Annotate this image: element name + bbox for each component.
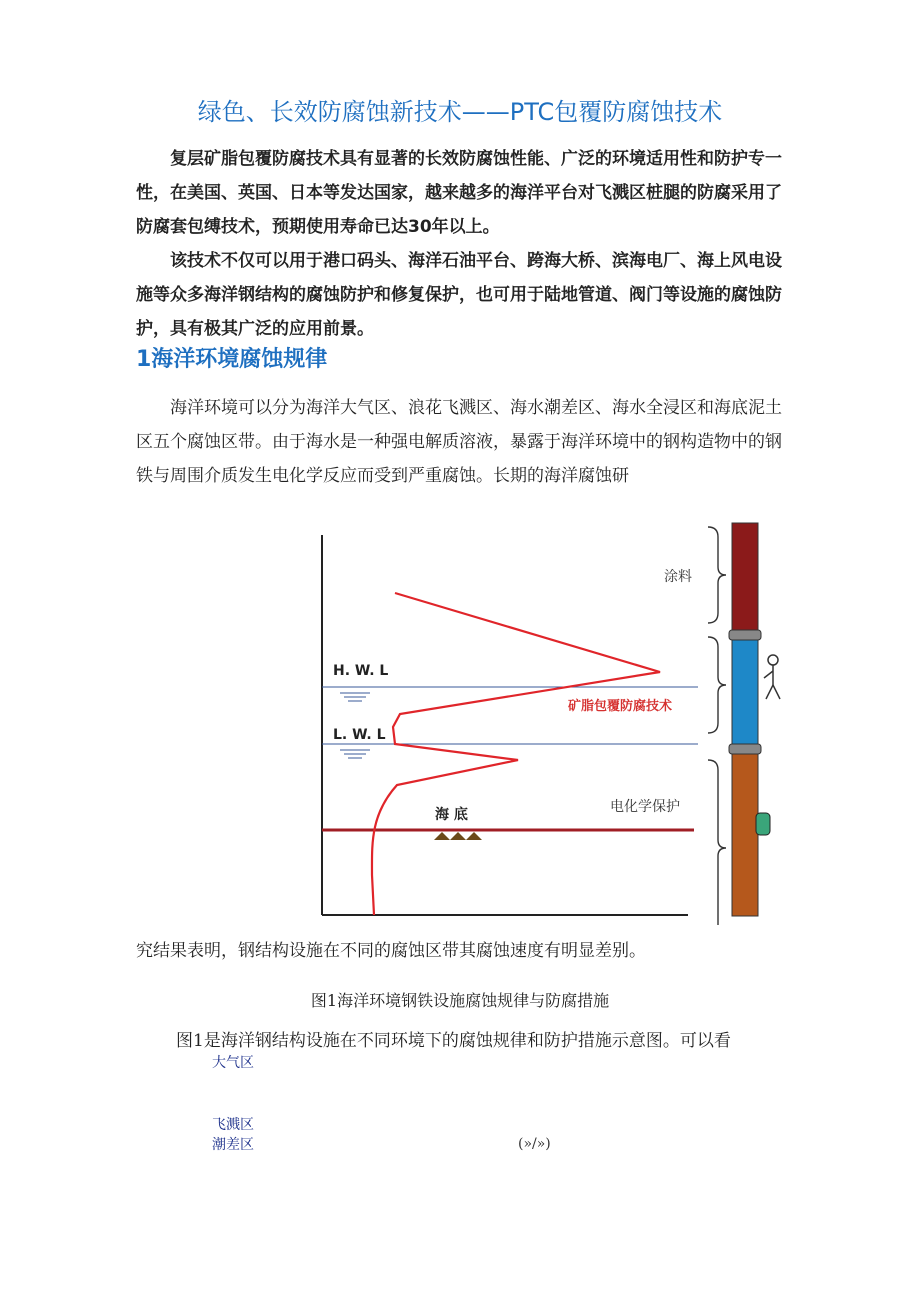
lwl-label: L. W. L (333, 727, 386, 743)
hwl-label: H. W. L (333, 663, 389, 679)
document-title: 绿色、长效防腐蚀新技术——PTC包覆防腐蚀技术 (197, 98, 723, 126)
label-atmosphere-zone: 大气区 (212, 1055, 254, 1071)
lwl-wave-icon (340, 750, 370, 758)
paragraph-3-continued: 究结果表明，钢结构设施在不同的腐蚀区带其腐蚀速度有明显差别。 (136, 941, 646, 961)
pile-coated-section (732, 523, 758, 635)
coating-brace (708, 527, 726, 623)
pile-upper-collar (729, 630, 761, 640)
label-splash-zone: 飞溅区 (212, 1117, 254, 1133)
pile-ptc-section (732, 640, 758, 748)
coating-label: 涂料 (664, 569, 692, 585)
hwl-wave-icon (340, 693, 370, 701)
corrosion-rate-curve (372, 593, 660, 915)
figure-caption: 图1海洋环境钢铁设施腐蚀规律与防腐措施 (310, 991, 610, 1010)
paragraph-2: 该技术不仅可以用于港口码头、海洋石油平台、跨海大桥、滨海电厂、海上风电设施等众多海洋钢结构的腐蚀防护和修复保护，也可用于陆地管道、阀门等设施的腐蚀防护，具有极其广泛的应用前景。 (136, 251, 782, 339)
section-heading: 1海洋环境腐蚀规律 (136, 347, 328, 372)
page-marker: (»/») (518, 1136, 551, 1152)
seabed-sediment-icon (434, 832, 482, 840)
paragraph-3: 海洋环境可以分为海洋大气区、浪花飞溅区、海水潮差区、海水全浸区和海底泥土区五个腐蚀区带。由于海水是一种强电解质溶液，暴露于海洋环境中的钢构造物中的钢铁与周围介质发生电化学反应而受到严重腐蚀。长期的海洋腐蚀研 (136, 398, 782, 486)
pile-cathodic-section (732, 754, 758, 916)
corrosion-figure (300, 515, 800, 925)
worker-icon (764, 655, 780, 699)
paragraph-1: 复层矿脂包覆防腐技术具有显著的长效防腐蚀性能、广泛的环境适用性和防护专一性，在美国、英国、日本等发达国家，越来越多的海洋平台对飞溅区桩腿的防腐采用了防腐套包缚技术，预期使用寿命已达30年以上。 (136, 149, 782, 237)
anode-icon (756, 813, 770, 835)
ptc-brace (708, 637, 726, 733)
cathodic-label: 电化学保护 (610, 799, 680, 815)
ptc-label: 矿脂包覆防腐技术 (568, 699, 673, 714)
label-tidal-zone: 潮差区 (212, 1137, 254, 1153)
pile-lower-collar (729, 744, 761, 754)
seabed-label: 海 底 (435, 807, 468, 823)
paragraph-4: 图1是海洋钢结构设施在不同环境下的腐蚀规律和防护措施示意图。可以看 (176, 1031, 731, 1051)
cathodic-brace (708, 760, 726, 925)
